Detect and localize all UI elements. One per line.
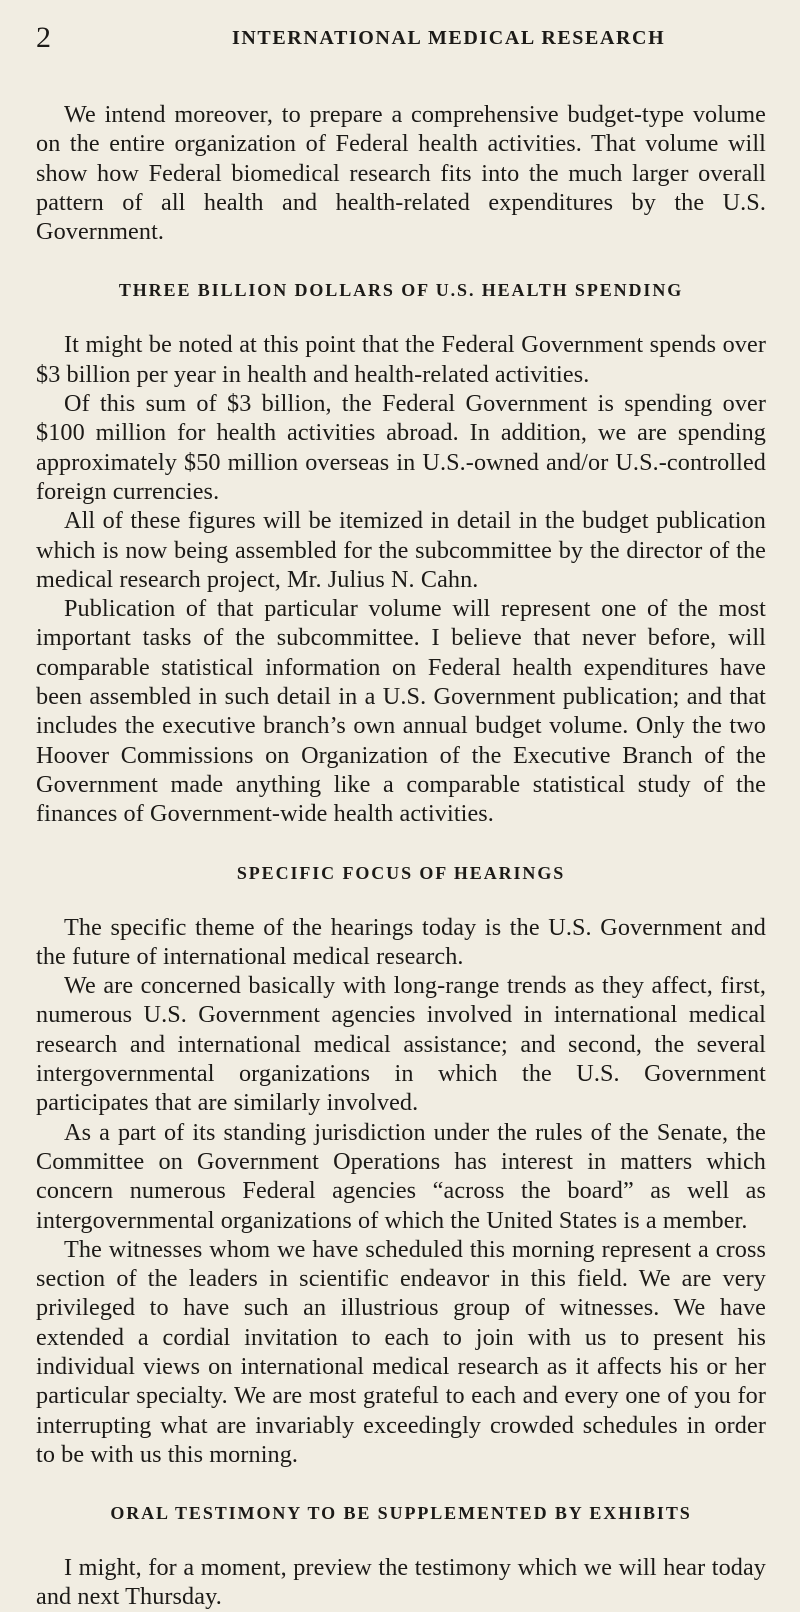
paragraph: It might be noted at this point that the Federal Government spends over $3 billion per year in health and health-related activities.: [36, 331, 766, 388]
running-head: [36, 20, 764, 56]
intro-paragraph: We intend moreover, to prepare a comprehensive budget-type volume on the entire organization of Federal health activities. That volume will show how Federal biomedical research fits into the much larger overall pattern of all health and health-related expenditures by the U.S. Government.: [36, 101, 766, 246]
section-heading-oral-testimony: ORAL TESTIMONY TO BE SUPPLEMENTED BY EXHIBITS: [110, 1503, 692, 1524]
section-heading-health-spending: THREE BILLION DOLLARS OF U.S. HEALTH SPENDING: [118, 280, 684, 301]
paragraph: Of this sum of $3 billion, the Federal Government is spending over $100 million for health activities abroad. In addition, we are spending approximately $50 million overseas in U.S.-owned and/or U.S.-controlled foreign currencies.: [36, 390, 766, 505]
section-heading-specific-focus: SPECIFIC FOCUS OF HEARINGS: [236, 862, 566, 883]
paragraph: As a part of its standing jurisdiction under the rules of the Senate, the Committee on Government Operations has interest in matters which concern numerous Federal agencies “across the board” as well as intergovernmental organizations of which the United States is a member.: [36, 1118, 766, 1234]
paragraph: The witnesses whom we have scheduled this morning represent a cross section of the leaders in scientific endeavor in this field. We are very privileged to have such an illustrious group of witnesses. We have extended a cordial invitation to each to join with us to present his individual views on international medical research as it affects his or her particular specialty. We are most grateful to each and every one of you for interrupting what are invariably exceedingly crowded schedules in order to be with us this morning.: [36, 1235, 766, 1468]
body-text: [36, 100, 766, 1612]
paragraph: I might, for a moment, preview the testimony which we will hear today and next Thursday.: [36, 1554, 766, 1611]
running-head-title: INTERNATIONAL MEDICAL RESEARCH: [232, 27, 666, 49]
page-number: 2: [36, 21, 51, 54]
paragraph: The specific theme of the hearings today is the U.S. Government and the future of international medical research.: [36, 913, 766, 970]
paragraph: We are concerned basically with long-range trends as they affect, first, numerous U.S. Government agencies involved in international medical research and international medical assistance; and second, the several intergovernmental organizations in which the U.S. Government participates that are similarly involved.: [36, 972, 766, 1117]
paragraph: Publication of that particular volume will represent one of the most important tasks of the subcommittee. I believe that never before, will comparable statistical information on Federal health expenditures have been assembled in such detail in a U.S. Government publication; and that includes the executive branch’s own annual budget volume. Only the two Hoover Commissions on Organization of the Executive Branch of the Government made anything like a comparable statistical study of the finances of Government-wide health activities.: [36, 595, 766, 828]
paragraph: All of these figures will be itemized in detail in the budget publication which is now being assembled for the subcommittee by the director of the medical research project, Mr. Julius N. Cahn.: [36, 507, 766, 593]
